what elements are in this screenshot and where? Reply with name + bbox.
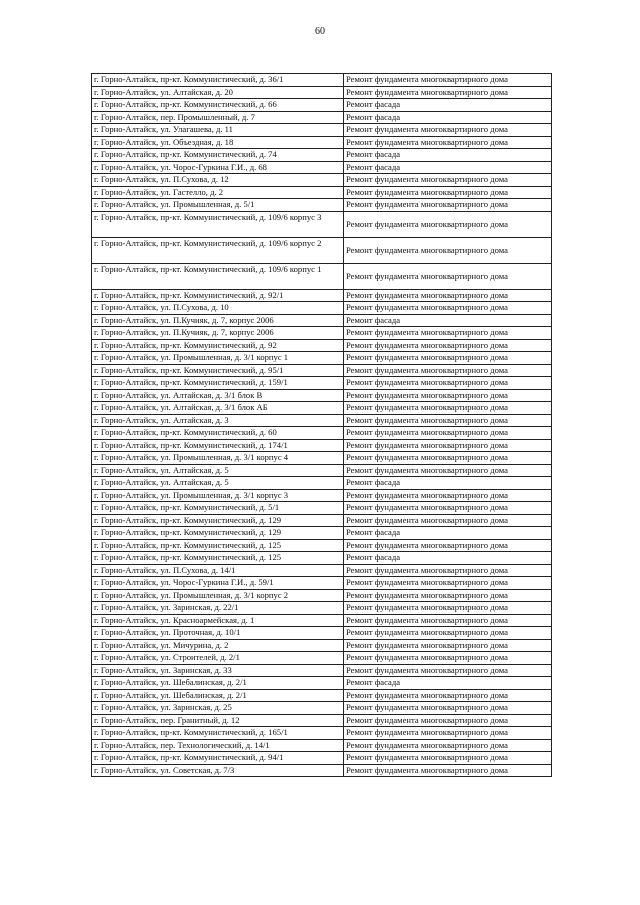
address-cell: г. Горно-Алтайск, ул. Алтайская, д. 3/1 блок АБ [92,402,344,415]
table-row [92,639,552,652]
table-row [92,352,552,365]
work-type-cell: Ремонт фасада [344,527,552,540]
address-cell: г. Горно-Алтайск, ул. Шебалинская, д. 2/1 [92,677,344,690]
table-row [92,489,552,502]
work-type-cell: Ремонт фундамента многоквартирного дома [344,289,552,302]
address-cell: г. Горно-Алтайск, пр-кт. Коммунистический, д. 109/6 корпус 2 [92,237,344,263]
address-cell: г. Горно-Алтайск, ул. Заринская, д. 33 [92,664,344,677]
address-cell: г. Горно-Алтайск, ул. Мичурина, д. 2 [92,639,344,652]
work-type-cell: Ремонт фундамента многоквартирного дома [344,714,552,727]
table-row [92,739,552,752]
table-row [92,237,552,263]
address-cell: г. Горно-Алтайск, пер. Промышленный, д. 7 [92,111,344,124]
address-cell: г. Горно-Алтайск, ул. П.Сухова, д. 10 [92,302,344,315]
table-row [92,464,552,477]
work-type-cell: Ремонт фундамента многоквартирного дома [344,377,552,390]
address-cell: г. Горно-Алтайск, пр-кт. Коммунистический, д. 94/1 [92,752,344,765]
table-row [92,714,552,727]
work-type-cell: Ремонт фундамента многоквартирного дома [344,664,552,677]
table-row [92,477,552,490]
address-cell: г. Горно-Алтайск, пр-кт. Коммунистический, д. 159/1 [92,377,344,390]
repair-table [91,73,552,777]
table-row [92,577,552,590]
work-type-cell: Ремонт фундамента многоквартирного дома [344,427,552,440]
table-row [92,727,552,740]
work-type-cell: Ремонт фундамента многоквартирного дома [344,614,552,627]
work-type-cell: Ремонт фундамента многоквартирного дома [344,639,552,652]
table-row [92,589,552,602]
address-cell: г. Горно-Алтайск, пр-кт. Коммунистический, д. 129 [92,514,344,527]
work-type-cell: Ремонт фундамента многоквартирного дома [344,352,552,365]
address-cell: г. Горно-Алтайск, ул. Промышленная, д. 3/1 корпус 3 [92,489,344,502]
table-row [92,764,552,777]
table-row [92,314,552,327]
address-cell: г. Горно-Алтайск, пр-кт. Коммунистический, д. 92 [92,339,344,352]
address-cell: г. Горно-Алтайск, пр-кт. Коммунистический, д. 74 [92,149,344,162]
address-cell: г. Горно-Алтайск, ул. Промышленная, д. 3/1 корпус 4 [92,452,344,465]
address-cell: г. Горно-Алтайск, ул. Алтайская, д. 3 [92,414,344,427]
address-cell: г. Горно-Алтайск, пр-кт. Коммунистический, д. 129 [92,527,344,540]
table-row [92,702,552,715]
address-cell: г. Горно-Алтайск, пер. Технологический, д. 14/1 [92,739,344,752]
table-row [92,136,552,149]
address-cell: г. Горно-Алтайск, пр-кт. Коммунистический, д. 174/1 [92,439,344,452]
address-cell: г. Горно-Алтайск, пр-кт. Коммунистический, д. 125 [92,552,344,565]
address-cell: г. Горно-Алтайск, пр-кт. Коммунистический, д. 66 [92,99,344,112]
table-row [92,327,552,340]
work-type-cell: Ремонт фундамента многоквартирного дома [344,174,552,187]
work-type-cell: Ремонт фасада [344,552,552,565]
table-row [92,527,552,540]
table-row [92,161,552,174]
work-type-cell: Ремонт фундамента многоквартирного дома [344,124,552,137]
work-type-cell: Ремонт фасада [344,149,552,162]
table-row [92,186,552,199]
work-type-cell: Ремонт фундамента многоквартирного дома [344,199,552,212]
work-type-cell: Ремонт фундамента многоквартирного дома [344,514,552,527]
address-cell: г. Горно-Алтайск, пр-кт. Коммунистический, д. 109/6 корпус 3 [92,211,344,237]
table-row [92,602,552,615]
work-type-cell: Ремонт фундамента многоквартирного дома [344,464,552,477]
address-cell: г. Горно-Алтайск, ул. П.Кучияк, д. 7, корпус 2006 [92,327,344,340]
table-row [92,752,552,765]
table-row [92,614,552,627]
table-row [92,377,552,390]
address-cell: г. Горно-Алтайск, пр-кт. Коммунистический, д. 165/1 [92,727,344,740]
address-cell: г. Горно-Алтайск, ул. Красноармейская, д. 1 [92,614,344,627]
address-cell: г. Горно-Алтайск, ул. Алтайская, д. 20 [92,86,344,99]
work-type-cell: Ремонт фундамента многоквартирного дома [344,439,552,452]
work-type-cell: Ремонт фундамента многоквартирного дома [344,302,552,315]
address-cell: г. Горно-Алтайск, пер. Гранитный, д. 12 [92,714,344,727]
work-type-cell: Ремонт фундамента многоквартирного дома [344,489,552,502]
work-type-cell: Ремонт фундамента многоквартирного дома [344,414,552,427]
address-cell: г. Горно-Алтайск, ул. Шебалинская, д. 2/1 [92,689,344,702]
address-cell: г. Горно-Алтайск, пр-кт. Коммунистический, д. 5/1 [92,502,344,515]
address-cell: г. Горно-Алтайск, ул. Улагашева, д. 11 [92,124,344,137]
table-row [92,452,552,465]
address-cell: г. Горно-Алтайск, ул. Промышленная, д. 3/1 корпус 1 [92,352,344,365]
table-row [92,539,552,552]
address-cell: г. Горно-Алтайск, ул. Алтайская, д. 5 [92,477,344,490]
address-cell: г. Горно-Алтайск, пр-кт. Коммунистический, д. 92/1 [92,289,344,302]
table-row [92,402,552,415]
table-row [92,99,552,112]
repair-table-body [92,74,552,777]
table-row [92,514,552,527]
table-row [92,427,552,440]
table-row [92,263,552,289]
work-type-cell: Ремонт фундамента многоквартирного дома [344,739,552,752]
address-cell: г. Горно-Алтайск, ул. Советская, д. 7/3 [92,764,344,777]
table-row [92,414,552,427]
address-cell: г. Горно-Алтайск, ул. Заринская, д. 25 [92,702,344,715]
work-type-cell: Ремонт фундамента многоквартирного дома [344,389,552,402]
table-row [92,74,552,87]
address-cell: г. Горно-Алтайск, ул. Объездная, д. 18 [92,136,344,149]
work-type-cell: Ремонт фундамента многоквартирного дома [344,602,552,615]
address-cell: г. Горно-Алтайск, ул. Промышленная, д. 3/1 корпус 2 [92,589,344,602]
work-type-cell: Ремонт фундамента многоквартирного дома [344,589,552,602]
work-type-cell: Ремонт фундамента многоквартирного дома [344,402,552,415]
address-cell: г. Горно-Алтайск, ул. Чорос-Гуркина Г.И., д. 68 [92,161,344,174]
table-row [92,439,552,452]
work-type-cell: Ремонт фундамента многоквартирного дома [344,327,552,340]
table-row [92,627,552,640]
address-cell: г. Горно-Алтайск, пр-кт. Коммунистический, д. 125 [92,539,344,552]
work-type-cell: Ремонт фундамента многоквартирного дома [344,86,552,99]
work-type-cell: Ремонт фундамента многоквартирного дома [344,502,552,515]
address-cell: г. Горно-Алтайск, пр-кт. Коммунистический, д. 95/1 [92,364,344,377]
work-type-cell: Ремонт фундамента многоквартирного дома [344,564,552,577]
address-cell: г. Горно-Алтайск, ул. Алтайская, д. 3/1 блок В [92,389,344,402]
table-row [92,502,552,515]
work-type-cell: Ремонт фундамента многоквартирного дома [344,577,552,590]
address-cell: г. Горно-Алтайск, пр-кт. Коммунистический, д. 109/6 корпус 1 [92,263,344,289]
work-type-cell: Ремонт фундамента многоквартирного дома [344,689,552,702]
work-type-cell: Ремонт фасада [344,677,552,690]
address-cell: г. Горно-Алтайск, ул. Строителей, д. 2/1 [92,652,344,665]
table-row [92,389,552,402]
table-row [92,289,552,302]
work-type-cell: Ремонт фундамента многоквартирного дома [344,186,552,199]
work-type-cell: Ремонт фундамента многоквартирного дома [344,764,552,777]
address-cell: г. Горно-Алтайск, пр-кт. Коммунистический, д. 36/1 [92,74,344,87]
table-row [92,652,552,665]
work-type-cell: Ремонт фасада [344,161,552,174]
work-type-cell: Ремонт фундамента многоквартирного дома [344,702,552,715]
table-row [92,111,552,124]
work-type-cell: Ремонт фундамента многоквартирного дома [344,339,552,352]
table-row [92,199,552,212]
work-type-cell: Ремонт фасада [344,111,552,124]
table-row [92,364,552,377]
work-type-cell: Ремонт фундамента многоквартирного дома [344,74,552,87]
table-row [92,552,552,565]
address-cell: г. Горно-Алтайск, ул. П.Сухова, д. 12 [92,174,344,187]
work-type-cell: Ремонт фундамента многоквартирного дома [344,727,552,740]
work-type-cell: Ремонт фундамента многоквартирного дома [344,211,552,237]
address-cell: г. Горно-Алтайск, пр-кт. Коммунистический, д. 60 [92,427,344,440]
work-type-cell: Ремонт фасада [344,314,552,327]
table-row [92,664,552,677]
page-number: 60 [315,26,325,37]
work-type-cell: Ремонт фундамента многоквартирного дома [344,237,552,263]
work-type-cell: Ремонт фасада [344,477,552,490]
address-cell: г. Горно-Алтайск, ул. Заринская, д. 22/1 [92,602,344,615]
table-row [92,211,552,237]
address-cell: г. Горно-Алтайск, ул. Алтайская, д. 5 [92,464,344,477]
work-type-cell: Ремонт фундамента многоквартирного дома [344,539,552,552]
address-cell: г. Горно-Алтайск, ул. Чорос-Гуркина Г.И., д. 59/1 [92,577,344,590]
table-row [92,339,552,352]
work-type-cell: Ремонт фундамента многоквартирного дома [344,627,552,640]
table-row [92,86,552,99]
work-type-cell: Ремонт фундамента многоквартирного дома [344,136,552,149]
table-row [92,302,552,315]
work-type-cell: Ремонт фундамента многоквартирного дома [344,652,552,665]
table-row [92,689,552,702]
work-type-cell: Ремонт фундамента многоквартирного дома [344,263,552,289]
work-type-cell: Ремонт фундамента многоквартирного дома [344,452,552,465]
table-row [92,124,552,137]
table-row [92,149,552,162]
work-type-cell: Ремонт фасада [344,99,552,112]
work-type-cell: Ремонт фундамента многоквартирного дома [344,752,552,765]
table-row [92,677,552,690]
work-type-cell: Ремонт фундамента многоквартирного дома [344,364,552,377]
address-cell: г. Горно-Алтайск, ул. П.Кучияк, д. 7, корпус 2006 [92,314,344,327]
table-row [92,174,552,187]
table-row [92,564,552,577]
address-cell: г. Горно-Алтайск, ул. Гастелло, д. 2 [92,186,344,199]
address-cell: г. Горно-Алтайск, ул. П.Сухова, д. 14/1 [92,564,344,577]
address-cell: г. Горно-Алтайск, ул. Проточная, д. 10/1 [92,627,344,640]
address-cell: г. Горно-Алтайск, ул. Промышленная, д. 5/1 [92,199,344,212]
